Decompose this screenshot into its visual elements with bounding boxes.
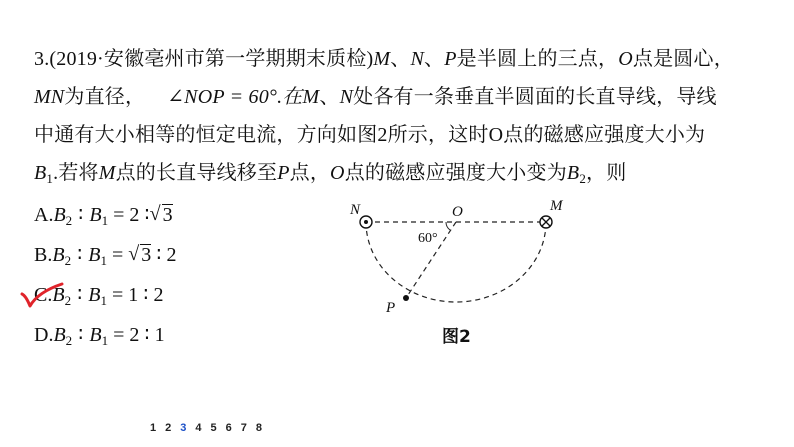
- text-P: P: [277, 162, 290, 184]
- subscript: 1: [46, 171, 54, 186]
- text: 、: [319, 86, 340, 108]
- text: 点是圆心，: [632, 48, 734, 70]
- page-link-5[interactable]: 5: [210, 422, 226, 434]
- subscript: 1: [101, 333, 109, 348]
- semicircle-arc: [366, 222, 546, 302]
- subscript: 2: [64, 253, 72, 268]
- text-B: B: [34, 162, 47, 184]
- text-B: B: [89, 204, 102, 226]
- page-link-1[interactable]: 1: [150, 422, 166, 434]
- text: 点，: [289, 162, 331, 184]
- text: ∶ 2: [151, 244, 177, 266]
- text: 处各有一条垂直半圆面的长直导线，导线: [353, 86, 717, 108]
- question-line-4: [34, 160, 626, 186]
- question-line-1: [34, 46, 734, 72]
- text: 、: [424, 48, 445, 70]
- option-d[interactable]: [34, 322, 165, 348]
- label-n: N: [350, 202, 361, 218]
- page-navigator: [150, 422, 271, 434]
- sqrt-sign-icon: √: [128, 243, 140, 265]
- ratio-colon: ∶: [78, 324, 84, 346]
- page-link-3[interactable]: 3: [180, 422, 196, 434]
- text: ，则: [586, 162, 627, 184]
- text: = 1 ∶ 2: [107, 284, 164, 306]
- text-B: B: [566, 162, 580, 184]
- text: 是半圆上的三点，: [456, 48, 619, 70]
- figure-semicircle: [340, 190, 580, 350]
- page-link-2[interactable]: 2: [165, 422, 181, 434]
- page-link-8[interactable]: 8: [255, 422, 271, 434]
- text-B: B: [88, 284, 101, 306]
- text-M: M: [98, 162, 116, 184]
- text-M: M: [302, 86, 320, 108]
- text-M: M: [373, 48, 391, 70]
- text: 点的磁感应强度大小变为: [344, 162, 567, 184]
- subscript: 1: [100, 253, 107, 268]
- question-line-2: [34, 84, 717, 110]
- sqrt: [128, 242, 151, 268]
- subscript: 1: [101, 213, 109, 228]
- sqrt: [150, 202, 173, 228]
- text-B: B: [53, 324, 66, 346]
- dot-in-circle-icon: [360, 216, 372, 228]
- text-B: B: [52, 244, 65, 266]
- figure-caption: 图2: [442, 327, 471, 347]
- sqrt-sign-icon: √: [149, 203, 161, 225]
- option-letter: C.: [34, 284, 53, 306]
- angle-text: ∠NOP = 60°.在: [167, 86, 303, 108]
- sqrt-value: 3: [162, 204, 173, 226]
- question-source: 3.(2019·安徽亳州市第一学期期末质检): [34, 48, 374, 70]
- text: =: [107, 244, 129, 266]
- text: = 2 ∶ 1: [108, 324, 165, 346]
- subscript: 2: [64, 293, 72, 308]
- point-p: [403, 295, 409, 301]
- cross-in-circle-icon: [540, 216, 552, 228]
- page-link-4[interactable]: 4: [195, 422, 211, 434]
- subscript: 2: [579, 171, 587, 186]
- subscript: 1: [100, 293, 107, 308]
- text-N: N: [410, 48, 425, 70]
- option-b[interactable]: [34, 242, 177, 268]
- page-link-7[interactable]: 7: [240, 422, 256, 434]
- angle-label: 60°: [418, 231, 438, 246]
- text: = 2 ∶: [108, 204, 150, 226]
- angle-arc: [446, 222, 450, 230]
- text-B: B: [53, 204, 66, 226]
- question-line-3: 中通有大小相等的恒定电流，方向如图2所示，这时O点的磁感应强度大小为: [34, 124, 706, 146]
- ratio-colon: ∶: [78, 204, 84, 226]
- ratio-colon: ∶: [77, 244, 83, 266]
- sqrt-value: 3: [141, 244, 152, 266]
- option-a[interactable]: [34, 202, 173, 228]
- ratio-colon: ∶: [77, 284, 83, 306]
- subscript: 2: [65, 333, 73, 348]
- label-p: P: [386, 300, 396, 316]
- text-B: B: [89, 324, 102, 346]
- option-letter: A.: [34, 204, 54, 226]
- text: .若将: [53, 162, 99, 184]
- text-B: B: [88, 244, 101, 266]
- option-letter: B.: [34, 244, 53, 266]
- text: 为直径，: [64, 86, 146, 108]
- text: 、: [390, 48, 411, 70]
- text-O: O: [330, 162, 345, 184]
- text-MN: MN: [34, 86, 65, 108]
- page-link-6[interactable]: 6: [225, 422, 241, 434]
- text-N: N: [339, 86, 354, 108]
- subscript: 2: [65, 213, 73, 228]
- text-B: B: [52, 284, 65, 306]
- label-o: O: [452, 204, 463, 220]
- text-O: O: [618, 48, 633, 70]
- text-P: P: [444, 48, 457, 70]
- label-m: M: [550, 198, 563, 214]
- check-icon: [20, 282, 64, 310]
- text: 点的长直导线移至: [115, 162, 278, 184]
- option-letter: D.: [34, 324, 54, 346]
